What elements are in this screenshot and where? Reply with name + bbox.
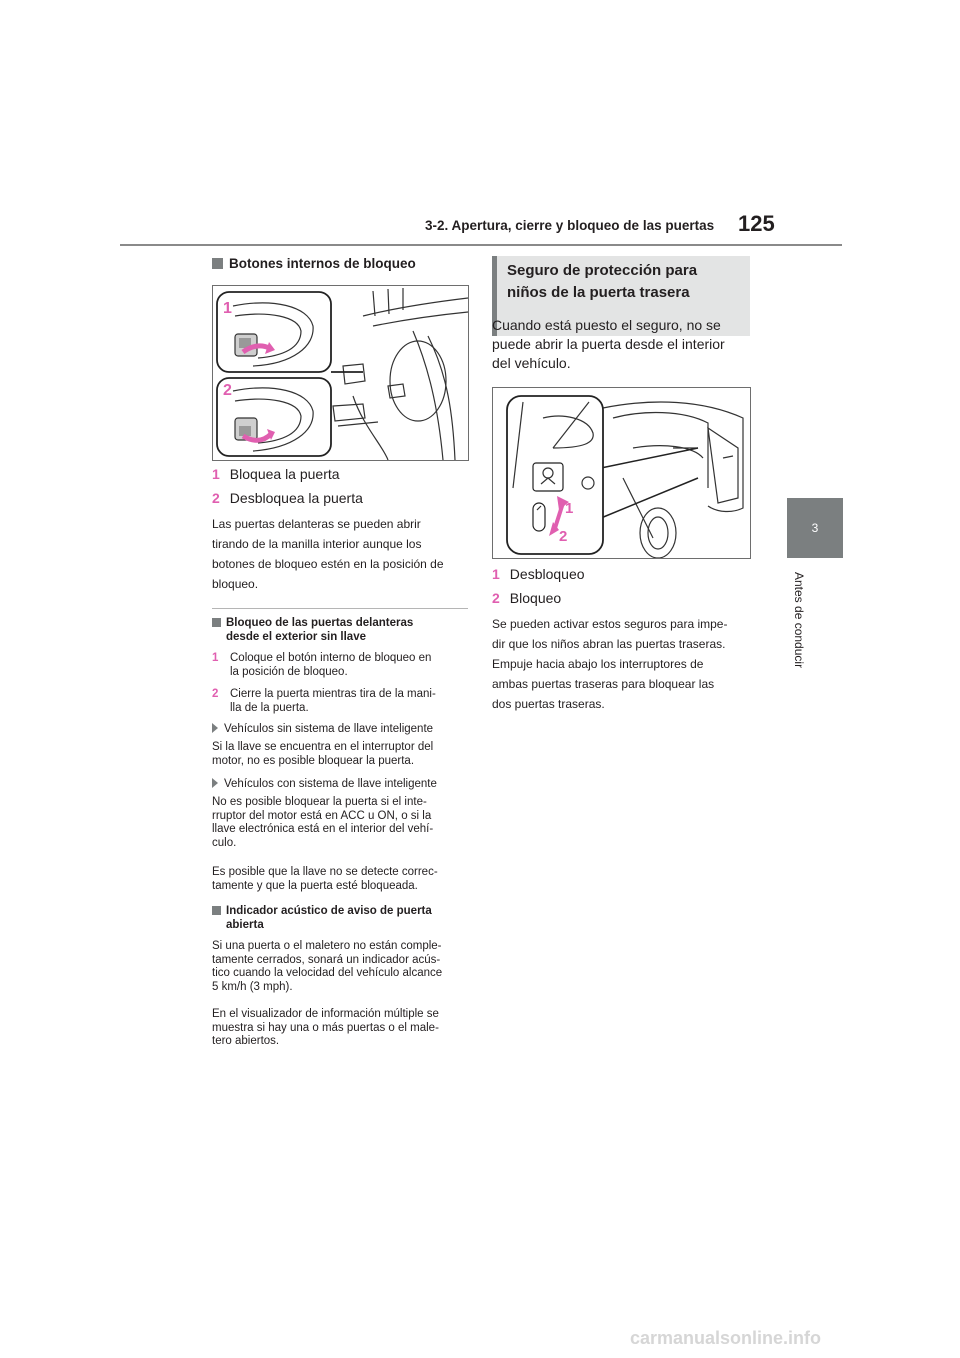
text-line: Si una puerta o el maletero no están comple-	[212, 940, 442, 952]
text-line: En el visualizador de información múltiple se	[212, 1008, 439, 1020]
item-number: 2	[212, 490, 220, 506]
page-number: 125	[738, 211, 775, 236]
text-line: Bloqueo de las puertas delanteras	[226, 617, 414, 629]
text-line: la posición de bloqueo.	[230, 665, 348, 678]
text-line: dir que los niños abran las puertas traseras.	[492, 637, 726, 651]
text-line: Seguro de protección para	[507, 262, 698, 279]
list-item	[492, 590, 561, 606]
text-line: Si la llave se encuentra en el interruptor del	[212, 741, 434, 753]
chapter-tab	[787, 498, 843, 558]
text-line: botones de bloqueo estén en la posición de	[212, 557, 444, 571]
item-text: Bloquea la puerta	[229, 466, 340, 482]
text-line: Las puertas delanteras se pueden abrir	[212, 517, 421, 531]
section-heading	[212, 256, 416, 271]
text-line: abierta	[226, 919, 264, 931]
condition-text: Vehículos sin sistema de llave inteligente	[224, 723, 434, 735]
text-line: culo.	[212, 836, 237, 849]
text-line: tamente cerrados, sonará un indicador acús-	[212, 953, 441, 966]
text-line: tirando de la manilla interior aunque los	[212, 537, 422, 551]
text-line: tico cuando la velocidad del vehículo alcance	[212, 967, 443, 979]
list-item	[212, 466, 340, 482]
step-item	[212, 688, 474, 715]
body-paragraph	[212, 1008, 476, 1049]
figure-label-1: 1	[223, 300, 232, 317]
text-line: Cierre la puerta mientras tira de la mani-	[230, 688, 436, 700]
child-lock-figure	[492, 387, 751, 559]
text-line: dos puertas traseras.	[492, 697, 605, 711]
header-rule	[120, 244, 842, 246]
chapter-number: 3	[811, 521, 819, 535]
figure-label-2: 2	[223, 382, 232, 399]
lead-paragraph	[492, 316, 754, 373]
text-line: Se pueden activar estos seguros para impe-	[492, 617, 728, 631]
text-line: llave electrónica está en el interior del vehí-	[212, 823, 434, 835]
door-lock-figure	[212, 285, 469, 461]
item-number: 1	[492, 566, 500, 582]
watermark: carmanualsonline.info	[630, 1328, 822, 1348]
body-paragraph	[212, 940, 476, 994]
text-line: Indicador acústico de aviso de puerta	[226, 905, 432, 917]
chapter-label	[790, 572, 810, 692]
list-item	[212, 490, 363, 506]
step-number: 2	[212, 688, 219, 700]
item-number: 1	[212, 466, 220, 482]
header-section-title: 3-2. Apertura, cierre y bloqueo de las puertas	[425, 218, 715, 233]
section-heading-text: Botones internos de bloqueo	[229, 256, 416, 271]
square-bullet-icon	[212, 258, 223, 269]
triangle-bullet-icon	[212, 778, 218, 788]
text-line: del vehículo.	[492, 355, 571, 371]
text-line: Es posible que la llave no se detecte correc-	[212, 866, 438, 878]
text-line: tero abiertos.	[212, 1035, 280, 1047]
text-line: tamente y que la puerta esté bloqueada.	[212, 879, 418, 892]
door-lock-illustration	[213, 286, 468, 460]
text-line: desde el exterior sin llave	[226, 631, 366, 643]
text-line: 5 km/h (3 mph).	[212, 980, 293, 993]
text-line: puede abrir la puerta desde el interior	[492, 336, 725, 352]
triangle-bullet-icon	[212, 723, 218, 733]
condition-paragraph	[212, 866, 474, 893]
step-item	[212, 652, 474, 679]
text-line: lla de la puerta.	[230, 701, 309, 714]
text-line: Coloque el botón interno de bloqueo en	[230, 652, 432, 664]
figure-label-1: 1	[565, 500, 574, 517]
text-line: Cuando está puesto el seguro, no se	[492, 317, 721, 333]
text-line: niños de la puerta trasera	[507, 284, 690, 301]
condition-heading	[212, 723, 433, 737]
divider	[212, 608, 468, 609]
item-text: Bloqueo	[509, 590, 562, 606]
list-item	[492, 566, 585, 582]
text-line: No es posible bloquear la puerta si el inte-	[212, 796, 427, 808]
item-text: Desbloqueo	[509, 566, 585, 582]
square-bullet-icon	[212, 906, 221, 915]
text-line: bloqueo.	[212, 577, 259, 591]
subsection-heading	[212, 616, 472, 644]
text-line: Empuje hacia abajo los interruptores de	[492, 657, 704, 671]
condition-text: Vehículos con sistema de llave inteligente	[224, 778, 437, 790]
subsection-heading	[212, 904, 472, 932]
item-text: Desbloquea la puerta	[229, 490, 363, 506]
note-paragraph	[492, 614, 757, 714]
condition-heading	[212, 778, 437, 792]
item-number: 2	[492, 590, 500, 606]
chapter-name: Antes de conducir	[792, 572, 806, 669]
note-paragraph	[212, 514, 472, 594]
condition-paragraph	[212, 741, 474, 768]
square-bullet-icon	[212, 618, 221, 627]
child-lock-illustration	[493, 388, 750, 558]
text-line: motor, no es posible bloquear la puerta.	[212, 754, 415, 767]
text-line: ambas puertas traseras para bloquear las	[492, 677, 715, 691]
text-line: rruptor del motor está en ACC u ON, o si la	[212, 809, 432, 822]
figure-label-2: 2	[559, 528, 568, 545]
condition-paragraph	[212, 796, 474, 850]
text-line: muestra si hay una o más puertas o el male-	[212, 1021, 439, 1034]
step-number: 1	[212, 652, 219, 664]
